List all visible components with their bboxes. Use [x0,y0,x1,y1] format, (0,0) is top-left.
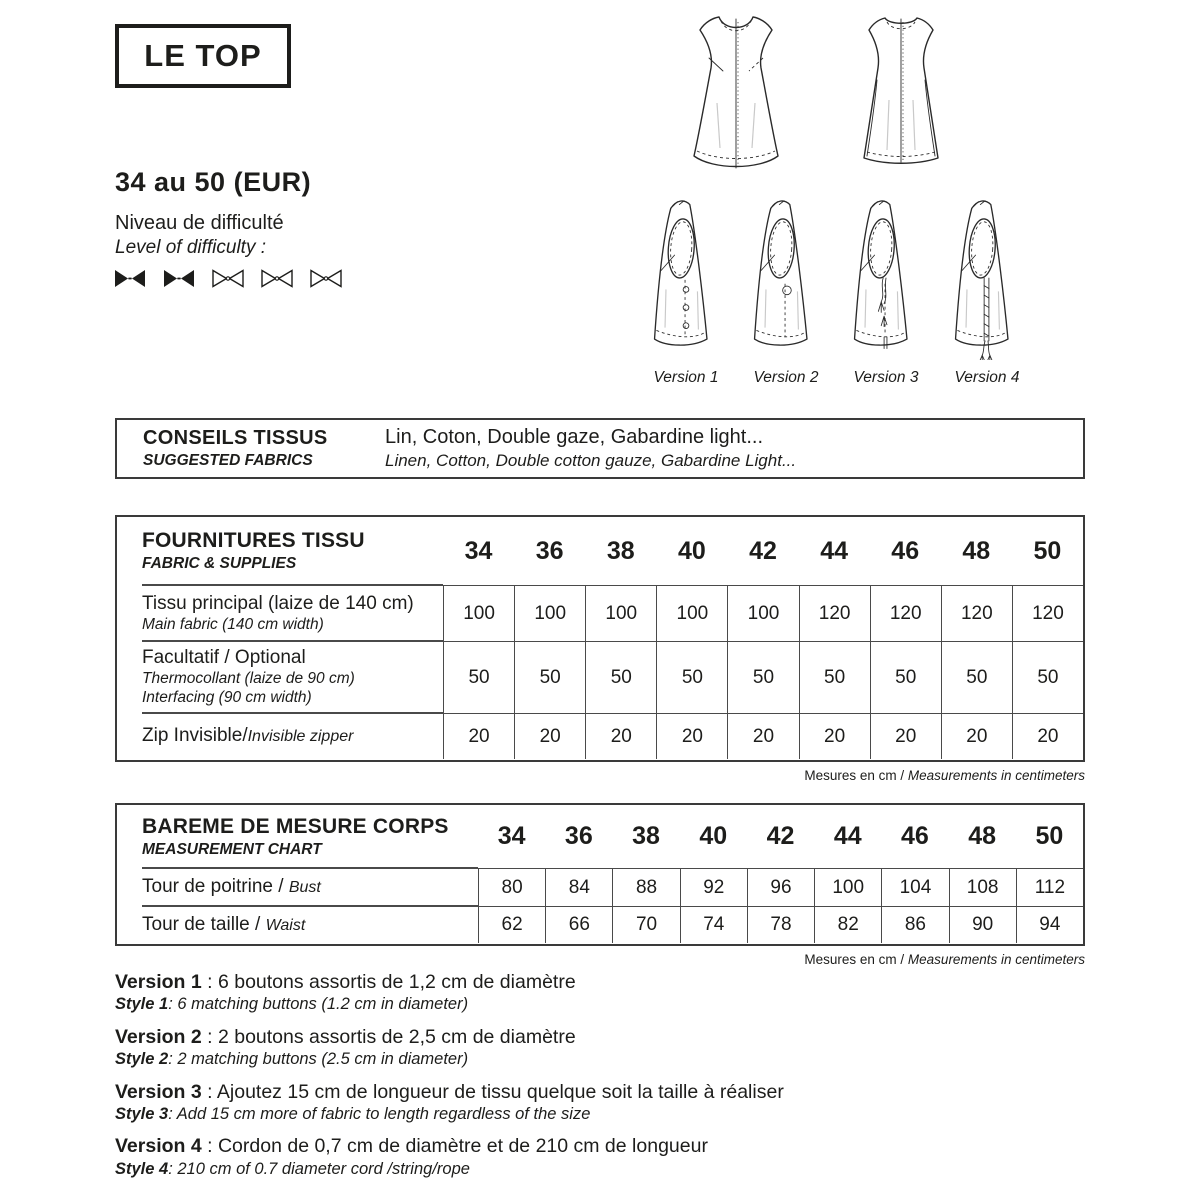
table-cell: 20 [514,713,585,759]
note-en [115,1159,1075,1180]
row-label-line [142,876,321,898]
table-cell: 80 [478,868,545,906]
size-header: 42 [749,536,777,565]
bowtie-filled-icon [113,268,147,289]
table-cell: 50 [443,641,514,713]
row-label-zipper [117,713,443,759]
size-header: 48 [968,822,997,850]
table-cell: 108 [949,868,1016,906]
note-fr-label: Version 4 [115,1135,202,1158]
note-fr-text: : 2 boutons assortis de 2,5 cm de diamètre [201,1025,576,1048]
table-cell: 84 [545,868,612,906]
size-header: 40 [677,536,706,565]
note-en-label: Style 3 [115,1105,169,1124]
pattern-title-box [115,24,291,88]
supplies-title-en: FABRIC & SUPPLIES [142,555,297,572]
size-header: 44 [820,536,848,565]
measurement-title-fr: BAREME DE MESURE CORPS [142,814,449,838]
note-fr-label: Version 2 [115,1025,202,1048]
table-cell: 50 [727,641,798,713]
bowtie-outline-icon [260,268,294,289]
table-cell: 86 [881,906,948,943]
note-en-label: Style 4 [115,1159,169,1178]
note-en-text: : 6 matching buttons (1.2 cm in diameter) [168,995,469,1014]
table-cell: 120 [799,585,870,641]
fabrics-titles [143,427,385,470]
units-en: Measurements in centimeters [907,952,1085,967]
note-fr-label: Version 1 [115,971,202,993]
note-en-text: : Add 15 cm more of fabric to length regardless of the size [168,1105,591,1124]
top-back-technical-drawing [828,10,974,178]
table-cell: 78 [747,906,814,943]
table-cell: 20 [941,713,1012,759]
row-label-en: Interfacing (90 cm width) [142,689,312,706]
note-en-text: : 210 cm of 0.7 diameter cord /string/rope [168,1159,470,1178]
table-cell: 50 [799,641,870,713]
row-label-fr: Zip Invisible/ [142,725,248,746]
table-cell: 120 [1012,585,1083,641]
version-note [115,971,1075,1016]
note-fr [115,1081,1075,1104]
size-header: 42 [766,822,795,850]
table-cell: 94 [1016,906,1083,943]
size-header: 36 [535,536,564,565]
units-en: Measurements in centimeters [907,768,1085,783]
note-en-label: Style 2 [115,1050,169,1069]
table-cell: 100 [585,585,656,641]
table-cell: 50 [656,641,727,713]
fabrics-list-en: Linen, Cotton, Double cotton gauze, Gabardine Light... [385,451,797,470]
table-cell: 100 [514,585,585,641]
table-cell: 120 [941,585,1012,641]
top-front-technical-drawing [648,8,824,180]
table-cell: 20 [1012,713,1083,759]
row-label-fr: Tissu principal (laize de 140 cm) [142,592,414,614]
table-cell: 50 [514,641,585,713]
fabrics-title-en: SUGGESTED FABRICS [143,452,313,469]
table-cell: 50 [585,641,656,713]
note-fr-label: Version 3 [115,1080,202,1103]
table-cell: 62 [478,906,545,943]
table-cell: 100 [656,585,727,641]
bowtie-outline-icon [309,268,343,289]
table-cell: 50 [1012,641,1083,713]
version-note [115,1026,1075,1071]
table-cell: 66 [545,906,612,943]
fabrics-list [385,426,796,471]
supplies-table [115,515,1085,762]
size-header: 48 [962,536,991,565]
note-en [115,1049,1075,1070]
table-cell: 50 [870,641,941,713]
table-cell: 100 [443,585,514,641]
size-header: 38 [632,822,660,850]
table-cell: 112 [1016,868,1083,906]
version-label: Version 4 [954,369,1020,386]
row-label-main-fabric [117,585,443,641]
row-label-fr: Tour de taille / [142,913,266,935]
row-label-en: Waist [265,916,306,934]
version-3-drawing [840,196,932,360]
fabrics-title-fr: CONSEILS TISSUS [143,427,328,449]
version-4-figure [927,196,1047,387]
note-en [115,1104,1075,1125]
table-cell: 96 [747,868,814,906]
note-en-label: Style 1 [115,995,169,1014]
bowtie-filled-icon [162,268,196,289]
note-fr [115,1026,1075,1049]
measurement-title-en: MEASUREMENT CHART [142,840,322,858]
table-cell: 82 [814,906,881,943]
note-fr-text: : 6 boutons assortis de 1,2 cm de diamètre [201,971,576,993]
table-cell: 74 [680,906,747,943]
fabrics-list-fr: Lin, Coton, Double gaze, Gabardine light... [385,426,764,448]
table-cell: 100 [727,585,798,641]
size-header: 46 [901,822,929,850]
difficulty-label-en: Level of difficulty : [115,237,267,258]
size-header: 46 [891,536,920,565]
version-4-drawing [941,196,1033,360]
row-label-waist [117,906,478,943]
row-label-en: Bust [288,879,321,896]
table-cell: 20 [656,713,727,759]
version-label: Version 1 [653,369,719,386]
table-cell: 92 [680,868,747,906]
table-cell: 120 [870,585,941,641]
size-header: 40 [699,822,728,850]
row-label-bust [117,868,478,906]
table-cell: 20 [585,713,656,759]
measurement-table [115,803,1085,946]
table-cell: 50 [941,641,1012,713]
difficulty-label-fr: Niveau de difficulté [115,212,284,234]
row-label-fr: Tour de poitrine / [142,876,289,897]
row-label-fr-sub: Thermocollant (laize de 90 cm) [142,670,355,687]
size-header: 34 [464,536,493,565]
measurement-table-title [117,805,478,868]
row-label-en: Main fabric (140 cm width) [142,615,324,633]
table-cell: 20 [443,713,514,759]
note-fr-text: : Cordon de 0,7 cm de diamètre et de 210 cm de longueur [201,1135,708,1158]
table-cell: 20 [870,713,941,759]
size-header: 36 [564,822,593,850]
row-label-interfacing [117,641,443,713]
row-label-en: Invisible zipper [247,728,354,745]
supplies-title-fr: FOURNITURES TISSU [142,529,365,552]
table-cell: 70 [612,906,679,943]
table-cell: 20 [727,713,798,759]
version-label: Version 3 [853,369,919,386]
table-cell: 90 [949,906,1016,943]
version-notes [115,971,1075,1190]
units-note [804,768,1085,783]
note-fr [115,1135,1075,1158]
bowtie-outline-icon [211,268,245,289]
difficulty-rating [113,268,343,289]
row-label-line [142,914,305,936]
version-2-drawing [740,196,832,360]
table-cell: 88 [612,868,679,906]
row-label-line [142,725,353,747]
pattern-title: LE TOP [144,38,262,73]
suggested-fabrics-box [115,418,1085,479]
note-fr-text: : Ajoutez 15 cm de longueur de tissu quelque soit la taille à réaliser [201,1080,784,1103]
version-label: Version 2 [753,369,819,386]
version-note [115,1081,1075,1126]
supplies-table-title [117,517,443,585]
version-note [115,1135,1075,1180]
note-fr [115,971,1075,994]
size-header: 38 [606,536,635,565]
units-fr: Mesures en cm / [804,952,908,967]
size-header: 44 [833,822,862,850]
size-range: 34 au 50 (EUR) [115,167,312,197]
table-cell: 104 [881,868,948,906]
size-header: 50 [1035,822,1064,850]
row-label-fr: Facultatif / Optional [142,647,306,668]
size-header: 50 [1033,536,1062,565]
units-fr: Mesures en cm / [804,768,908,783]
note-en [115,994,1075,1015]
table-cell: 20 [799,713,870,759]
units-note [804,952,1085,967]
version-1-drawing [640,196,732,360]
table-cell: 100 [814,868,881,906]
size-header: 34 [497,822,526,850]
note-en-text: : 2 matching buttons (2.5 cm in diameter) [168,1050,469,1069]
